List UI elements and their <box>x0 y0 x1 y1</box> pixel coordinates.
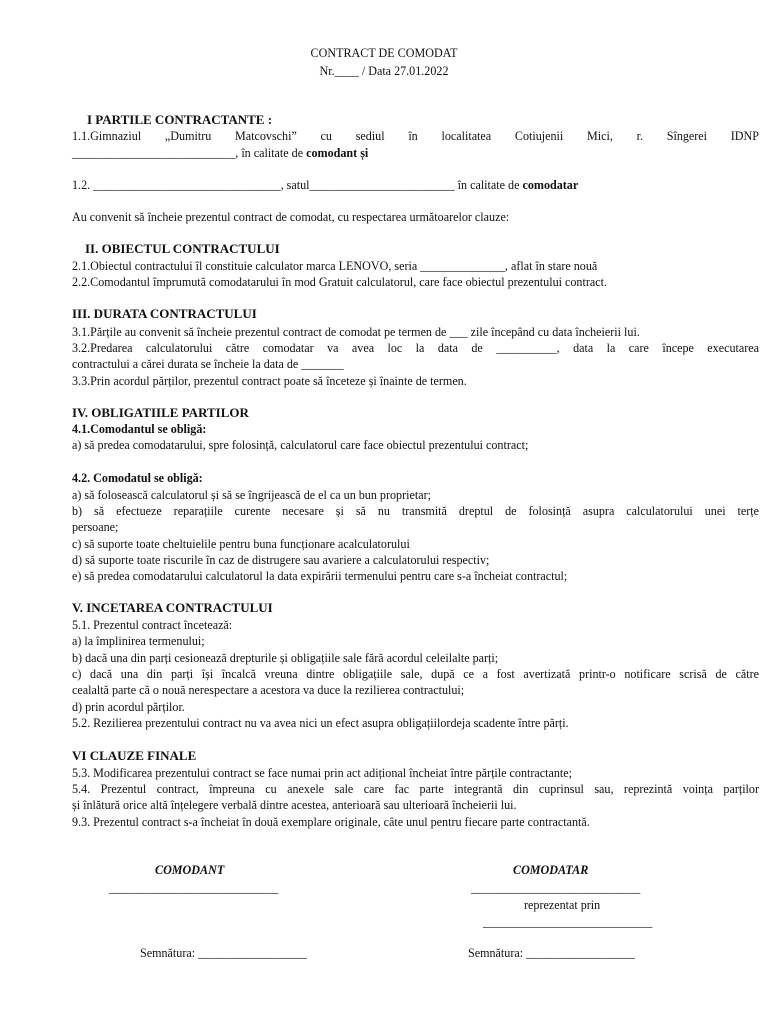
clause-1-2 <box>72 177 578 193</box>
clause-3-2-line-1: 3.2.Predarea calculatorului către comodatar va avea loc la data de __________, data la care începe executarea <box>72 341 759 355</box>
clause-3-3: 3.3.Prin acordul părților, prezentul contract poate să înceteze și înainte de termen. <box>72 374 467 388</box>
clause-1-1-text: ___________________________, în calitate de <box>72 146 307 160</box>
signature-comodant-title: COMODANT <box>155 863 225 877</box>
clause-4-1-a: a) să predea comodatarului, spre folosință, calculatorul care face obiectul prezentului contract; <box>72 438 529 452</box>
clause-4-1-heading: 4.1.Comodantul se obligă: <box>72 422 207 436</box>
clause-9-3: 9.3. Prezentul contract s-a încheiat în două exemplare originale, câte unul pentru fiecare parte contractantă. <box>72 815 590 829</box>
comodatar-representative-blank: ____________________________ <box>483 915 653 929</box>
clause-5-2: 5.2. Rezilierea prezentului contract nu va avea nici un efect asupra obligațiilordeja scadente între părți. <box>72 716 569 730</box>
clause-2-2: 2.2.Comodantul împrumută comodatarului în mod Gratuit calculatorul, care face obiectul prezentului contract. <box>72 275 607 289</box>
comodatar-role: comodatar <box>522 178 579 192</box>
clause-4-2-e: e) să predea comodatarului calculatorul la data expirării termenului pentru care s-a încheiat contractul; <box>72 569 568 583</box>
section-5-heading: V. INCETAREA CONTRACTULUI <box>72 600 273 615</box>
clause-5-1-c-line-1: c) dacă una din parți își încalcă vreuna dintre obligațiile sale, după ce a fost avertizată printr-o notificare scrisă de către <box>72 667 759 681</box>
comodatar-represented-by: reprezentat prin <box>524 898 601 912</box>
clause-5-4-line-2: și înlătură orice altă înțelegere verbală dintre acestea, anterioară sau ulterioară încheierii lui. <box>72 798 517 812</box>
agreement-intro: Au convenit să încheie prezentul contract de comodat, cu respectarea următoarelor clauze: <box>72 210 510 224</box>
signature-comodatar-title: COMODATAR <box>513 863 589 877</box>
clause-4-2-d: d) să suporte toate riscurile în caz de distrugere sau avariere a calculatorului respectiv; <box>72 553 490 567</box>
comodant-name-blank: ____________________________ <box>109 881 279 895</box>
clause-5-1-a: a) la împlinirea termenului; <box>72 634 205 648</box>
clause-1-1-line-1: 1.1.Gimnaziul „Dumitru Matcovschi” cu sediul în localitatea Cotiujenii Mici, r. Sîngerei IDNP <box>72 129 759 143</box>
comodant-role: comodant și <box>306 146 369 160</box>
clause-5-1-b: b) dacă una din parți cesionează drepturile și obligațiile sale fără acordul celeilalte parți; <box>72 651 499 665</box>
clause-1-1-line-2 <box>72 145 368 161</box>
clause-4-2-heading: 4.2. Comodatul se obligă: <box>72 471 203 485</box>
clause-4-2-b-line-1: b) să efectueze reparațiile curente necesare și să nu transmită dreptul de folosință asupra calculatorului unei terțe <box>72 504 759 518</box>
clause-5-4-line-1: 5.4. Prezentul contract, împreuna cu anexele sale care fac parte integrantă din cuprinsul sau, reprezintă voința parților <box>72 782 759 796</box>
section-2-heading: II. OBIECTUL CONTRACTULUI <box>85 241 280 256</box>
clause-5-1-d: d) prin acordul părților. <box>72 700 185 714</box>
clause-3-1: 3.1.Părțile au convenit să încheie prezentul contract de comodat pe termen de ___ zile începând cu data încheierii lui. <box>72 325 640 339</box>
clause-5-3: 5.3. Modificarea prezentului contract se face numai prin act adițional încheiat între părțile contractante; <box>72 766 572 780</box>
section-1-heading: I PARTILE CONTRACTANTE : <box>87 112 273 127</box>
clause-4-2-a: a) să folosească calculatorul și să se îngrijească de el ca un bun proprietar; <box>72 488 431 502</box>
comodant-signature-line: Semnătura: __________________ <box>140 946 307 960</box>
clause-2-1: 2.1.Obiectul contractului îl constituie calculator marca LENOVO, seria ______________, aflat în stare nouă <box>72 259 598 273</box>
section-3-heading: III. DURATA CONTRACTULUI <box>72 306 257 321</box>
clause-4-2-b-line-2: persoane; <box>72 520 119 534</box>
document-number-date: Nr.____ / Data 27.01.2022 <box>319 64 449 78</box>
clause-5-1-c-line-2: cealaltă parte că o nouă nerespectare a acestora va duce la rezilierea contractului; <box>72 683 465 697</box>
clause-3-2-line-2: contractului a cărei durata se încheie la data de _______ <box>72 357 344 371</box>
document-title: CONTRACT DE COMODAT <box>310 46 458 60</box>
clause-5-1: 5.1. Prezentul contract încetează: <box>72 618 233 632</box>
section-6-heading: VI CLAUZE FINALE <box>72 748 197 763</box>
clause-1-2-text: 1.2. _______________________________, satul________________________ în calitate de <box>72 178 523 192</box>
clause-4-2-c: c) să suporte toate cheltuielile pentru buna funcționare acalculatorului <box>72 537 410 551</box>
comodatar-signature-line: Semnătura: __________________ <box>468 946 635 960</box>
comodatar-name-blank: ____________________________ <box>471 881 641 895</box>
section-4-heading: IV. OBLIGATIILE PARTILOR <box>72 405 249 420</box>
